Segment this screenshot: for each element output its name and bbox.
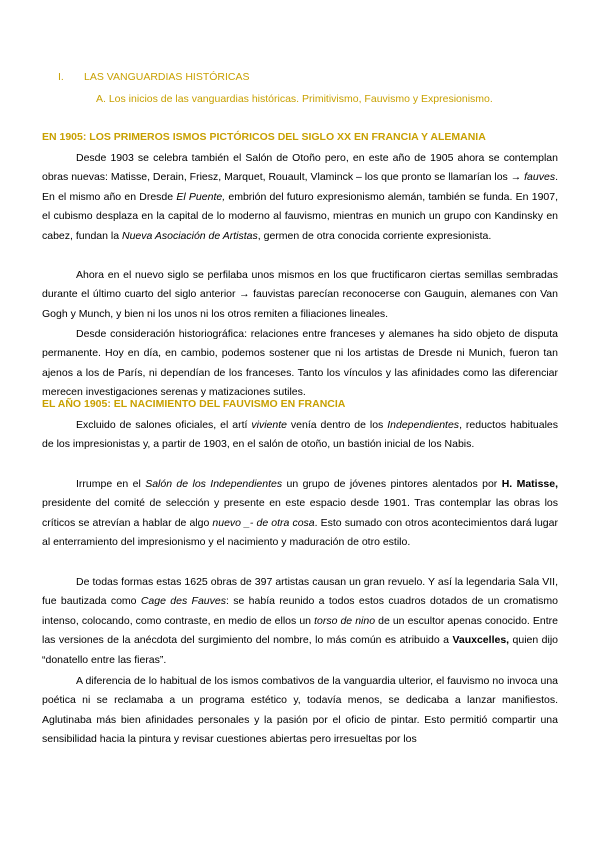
section-2-paragraph-4: A diferencia de lo habitual de los ismos combativos de la vanguardia ulterior, el fauvismo no invoca una poética ni se reclamaba a un programa estético y, todavía menos, se dedicaba a lanzar manifiestos. Aglutinaba más bien afinidades personales y la pasión por el oficio de pintar. Esto permitió compartir una sensibilidad hacia la pintura y revisar cuestiones abiertas pero irresueltas por los — [42, 674, 558, 746]
section-2-paragraph-2: Irrumpe en el Salón de los Independientes un grupo de jóvenes pintores alentados por H. Matisse, presidente del comité de selección y presente en este espacio desde 1901. Tras contemplar las obras los críticos se atrevían a hablar de algo nuevo _- de otra cosa. Esto sumado con otros acontecimientos dará lugar al enterramiento del impresionismo y el nacimiento y maduración de otro estilo. — [42, 477, 559, 549]
subheading: A. Los inicios de las vanguardias históricas. Primitivismo, Fauvismo y Expresionismo. — [96, 93, 493, 105]
heading-title: LAS VANGUARDIAS HISTÓRICAS — [84, 71, 250, 83]
main-heading — [58, 71, 250, 83]
section-1-paragraph-3: Desde consideración historiográfica: relaciones entre franceses y alemanes ha sido objeto de disputa permanente. Hoy en día, en cambio, podemos sostener que ni los artistas de Dresde ni Munich, fueron tan ajenos a los de París, ni dependían de los franceses. Tanto los vínculos y las afinidades como las diferenciar merecen investigaciones serenas y matizaciones sutiles. — [42, 327, 558, 399]
section-1-paragraph-2: Ahora en el nuevo siglo se perfilaba unos mismos en los que fructificaron ciertas semillas sembradas durante el último cuarto del siglo anterior → fauvistas parecían reconocerse con Gauguin, alemanes con Van Gogh y Munch, y bien ni los unos ni los otros remiten a filiaciones lineales. — [42, 268, 558, 320]
section-1-paragraph-1: Desde 1903 se celebra también el Salón de Otoño pero, en este año de 1905 ahora se contemplan obras nuevas: Matisse, Derain, Friesz, Marquet, Rouault, Vlaminck – los que pronto se llamarían los → fauves. En el mismo año en Dresde El Puente, embrión del futuro expresionismo alemán, también se funda. En 1907, el cubismo desplaza en la capital de lo moderno al fauvismo, mientras en munich un grupo con Kandinsky en cabez, fundan la Nueva Asociación de Artistas, germen de otra conocida corriente expresionista. — [42, 151, 559, 242]
section-1-title: EN 1905: LOS PRIMEROS ISMOS PICTÓRICOS DEL SIGLO XX EN FRANCIA Y ALEMANIA — [42, 131, 486, 143]
section-2-paragraph-1: Excluido de salones oficiales, el artí viviente venía dentro de los Independientes, reductos habituales de los impresionistas y, a partir de 1903, en el salón de otoño, un bastión inicial de los Nabis. — [42, 418, 558, 451]
section-2-title: EL AÑO 1905: EL NACIMIENTO DEL FAUVISMO EN FRANCIA — [42, 398, 346, 410]
section-2-paragraph-3: De todas formas estas 1625 obras de 397 artistas causan un gran revuelo. Y así la legendaria Sala VII, fue bautizada como Cage des Fauves: se había reunido a todos estos cuadros dotados de un cromatismo intenso, colocando, como contraste, en medio de ellos un torso de nino de un escultor apenas conocido. Entre las versiones de la anécdota del surgimiento del nombre, lo más común es atribuido a Vauxcelles, quien dijo “donatello entre las fieras”. — [42, 575, 559, 666]
heading-number: I. — [58, 71, 64, 83]
